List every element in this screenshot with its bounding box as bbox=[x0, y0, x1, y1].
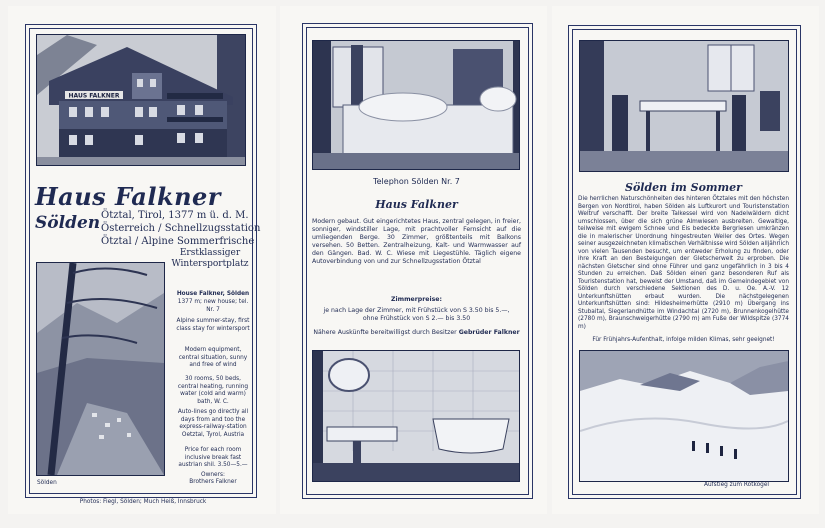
info-heading: House Falkner, Sölden bbox=[176, 291, 250, 297]
dining-room-photo bbox=[579, 40, 789, 172]
price-line-2: ohne Frühstück von S 2.— bis 3.50 bbox=[362, 315, 471, 322]
panel-left bbox=[8, 6, 276, 514]
house-description: Modern gebaut. Gut eingerichtetes Haus, zentral gelegen, in freier, sonniger, windstiller Lage, mit prachtvoller Fernsicht auf die umliegenden Berge. 30 Zimmer, größtenteils mit Balkons versehen. 50 Betten. Zentralheizung, Kalt- und Warmwasser auf den Gängen. Bad. W. C. Wiese mit Liegestühle. Täglich eigene Autoverbindung von und zur Schnellzugsstation Ötztal bbox=[312, 218, 521, 266]
address-line-1: Ötztal, Tirol, 1377 m ü. d. M. bbox=[101, 210, 249, 221]
subtitle-line-2: Wintersportplatz bbox=[171, 259, 249, 269]
contact-text: Nähere Auskünfte bereitwilligst durch Besitzer bbox=[313, 329, 457, 336]
photo-credit: Photos: Fiegl, Sölden; Much Heiß, Innsbruck bbox=[79, 499, 207, 505]
price-line-1: je nach Lage der Zimmer, mit Frühstück von S 3.50 bis 5.—, bbox=[323, 307, 510, 314]
panel-left-title: Haus Falkner bbox=[35, 182, 221, 211]
phone-line: Telephon Sölden Nr. 7 bbox=[373, 177, 460, 186]
village-photo-caption: Sölden bbox=[37, 480, 57, 486]
ski-photo-caption: Aufstieg zum Rotkogel bbox=[704, 482, 770, 488]
info-paragraph-1: Alpine summer-stay, first class stay for wintersport bbox=[176, 318, 250, 332]
panel-middle-title: Haus Falkner bbox=[375, 198, 458, 211]
info-paragraph-3: 30 rooms, 50 beds, central heating, running water (cold and warm) bath, W. C. bbox=[177, 376, 249, 405]
address-line-3: Ötztal / Alpine Sommerfrische bbox=[101, 236, 255, 247]
contact-owner: Gebrüder Falkner bbox=[458, 329, 520, 336]
village-photo bbox=[36, 262, 165, 476]
house-photo bbox=[36, 34, 246, 166]
bathroom-photo bbox=[312, 350, 520, 482]
subtitle-line-1: Erstklassiger bbox=[179, 248, 241, 258]
owners-name: Brothers Falkner bbox=[189, 479, 237, 485]
contact-line bbox=[306, 329, 527, 337]
info-paragraph-2: Modern equipment, central situation, sunny and free of wind bbox=[178, 347, 248, 368]
owners-label: Owners: bbox=[201, 472, 225, 478]
panel-right bbox=[552, 6, 819, 514]
panel-middle bbox=[280, 6, 547, 514]
info-paragraph-5: Price for each room inclusive break fast austrian shil. 3.50—5.— bbox=[178, 447, 248, 468]
prices-heading: Zimmerpreise: bbox=[391, 296, 442, 303]
place-name: Sölden bbox=[35, 213, 101, 233]
info-paragraph-4: Auto-lines go directly all days from and too the express-railway-station Oetztal, Tyrol, Austria bbox=[177, 409, 249, 438]
panel-right-title: Sölden im Sommer bbox=[625, 181, 742, 194]
spring-note: Für Frühjahrs-Aufenthalt, infolge milden Klimas, sehr geeignet! bbox=[592, 337, 775, 343]
info-address: 1377 m; new house; tel. Nr. 7 bbox=[177, 299, 249, 313]
address-line-2: Österreich / Schnellzugsstation bbox=[101, 223, 261, 234]
ski-ascent-photo bbox=[579, 350, 789, 482]
bedroom-photo bbox=[312, 40, 520, 170]
summer-description: Die herrlichen Naturschönheiten des hinteren Ötztales mit den höchsten Bergen von Nordtirol, haben Sölden als Luftkurort und Touristenstation Weltruf verschafft. Der breite Talkessel wird von Nadelwäldern dicht umschlossen, über die sich grüne Almwiesen ausbreiten. Gewaltige, teilweise mit ewigem Schnee und Eis bedeckte Bergriesen umkränzen die in malerischer Unordnung hingestreuten Weiler des Ortes. Wegen seiner ausgezeichneten klimatischen Verhältnisse wird Sölden alljährlich von vielen Tausenden besucht, um entweder Erholung zu finden, oder ihre Kraft an den Besteigungen der Gletscherwelt zu erproben. Die nächsten Gletscher sind ohne Führer und ganz ungefährlich in 3 bis 4 Stunden zu erreichen. Daß Sölden einen ganz besonderen Ruf als Touristenstation hat, beweist der Umstand, daß im Gemeindegebiet von Sölden durch verschiedene Sektionen des D. u. Oe. A.-V. 12 Unterkunftshütten erbaut wurden. Die nächstgelegenen Unterkunftshütten sind: Hildesheimerhütte (2910 m) Übergang ins Stubaital, Siegerlandhütte im Windachtal (2720 m), Brunnenkogelhütte (2780 m), Braunschweigerhütte (2790 m) am Fuße der Wildspitze (3774 m) bbox=[578, 196, 789, 330]
house-sign: HAUS FALKNER bbox=[68, 92, 120, 100]
